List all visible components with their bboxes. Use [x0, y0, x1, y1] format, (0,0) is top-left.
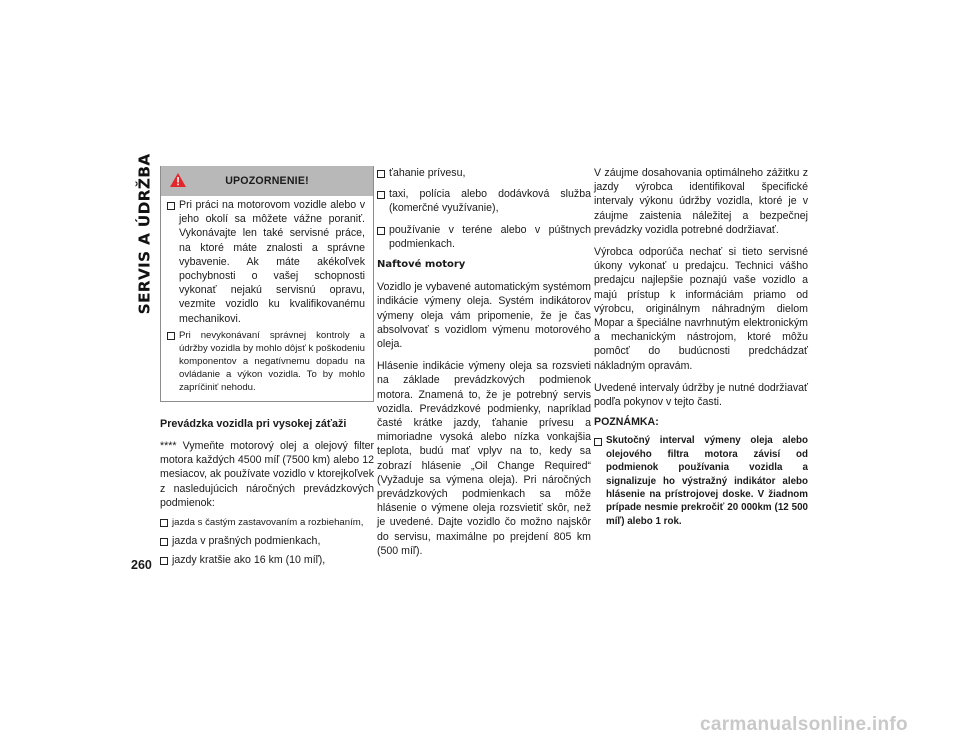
list-item-text: ťahanie prívesu, — [389, 167, 466, 179]
list-item — [377, 187, 591, 215]
column-3 — [594, 166, 808, 531]
checkbox-bullet-icon — [167, 332, 175, 340]
note-item — [594, 434, 808, 528]
paragraph: Uvedené intervaly údržby je nutné dodržiavať podľa pokynov v tejto časti. — [594, 381, 808, 409]
list-item — [160, 553, 374, 567]
checkbox-bullet-icon — [160, 519, 168, 527]
page-number: 260 — [131, 558, 152, 572]
list-item-text: jazdy kratšie ako 16 km (10 míľ), — [172, 554, 326, 567]
list-item-text: jazda s častým zastavovaním a rozbiehaním, — [172, 517, 364, 529]
checkbox-bullet-icon — [377, 227, 385, 235]
paragraph: V záujme dosahovania optimálneho zážitku z jazdy výrobca identifikoval špecifické intervaly výkonu údržby vozidla, ktoré je v záujme zaistenia náležitej a bezpečnej prevádzky vozidla potrebné dodržiavať. — [594, 167, 808, 236]
paragraph: **** Vymeňte motorový olej a olejový filter motora každých 4500 míľ (7500 km) alebo 12 mesiacov, ak používate vozidlo v ktorejkoľvek z nasledujúcich náročných prevádzkových podmienok: — [160, 440, 374, 509]
checkbox-bullet-icon — [377, 170, 385, 178]
checkbox-bullet-icon — [594, 438, 602, 446]
warning-header — [161, 166, 373, 196]
checkbox-bullet-icon — [377, 191, 385, 199]
column-2 — [377, 166, 591, 564]
list-item-text: používanie v teréne alebo v púštnych podmienkach. — [389, 223, 591, 250]
list-item-text: jazda v prašných podmienkach, — [172, 535, 321, 548]
list-item — [160, 516, 374, 529]
warning-title: UPOZORNENIE! — [225, 174, 309, 187]
column-1 — [160, 166, 374, 570]
note-item-text: Skutočný interval výmeny oleja alebo olejového filtra motora závisí od podmienok používania vozidla a signalizuje ho výstražný indikátor alebo hlásenie na prístrojovej doske. V žiadnom prípade nesmie prekročiť 20 000km (12 500 míľ) alebo 1 rok. — [606, 435, 808, 527]
section-tab-label: SERVIS A ÚDRŽBA — [135, 153, 153, 315]
paragraph: Hlásenie indikácie výmeny oleja sa rozsvieti na základe prevádzkových podmienok motora. Znamená to, že je potrebný servis vozidla. Prevádzkové podmienky, napríklad časté krátke jazdy, ťahanie prívesu a mimoriadne vysoká alebo nízka vonkajšia teplota, budú mať vplyv na to, kedy sa zobrazí hlásenie „Oil Change Required“ (Vyžaduje sa výmena oleja). Pri náročných prevádzkových podmienkach sa môže hlásenie o výmene oleja rozsvietiť skôr, než je uvedené. Dajte vozidlo čo možno najskôr do servisu, maximálne po prejdení 805 km (500 míľ). — [377, 360, 591, 557]
list-item — [377, 223, 591, 251]
paragraph: Vozidlo je vybavené automatickým systémom indikácie výmeny oleja. Systém indikátorov výmeny oleja vám pripomenie, že je čas absolvovať s vozidlom výmenu motorového oleja. — [377, 281, 591, 351]
list-item-text: taxi, polícia alebo dodávková služba (komerčné využívanie), — [389, 188, 591, 215]
warning-item — [167, 329, 365, 394]
warning-item — [167, 198, 365, 326]
section-heading: Prevádzka vozidla pri vysokej záťaži — [160, 417, 347, 430]
subheading: Naftové motory — [377, 259, 466, 271]
checkbox-bullet-icon — [160, 557, 168, 565]
warning-item-text: Pri nevykonávaní správnej kontroly a údržby vozidla by mohlo dôjsť k poškodeniu komponentov a negatívnemu dopadu na ovládanie a výkon vozidla. To by mohlo zapríčiniť nehodu. — [179, 329, 365, 393]
list-item — [160, 534, 374, 548]
warning-triangle-icon — [169, 172, 187, 188]
note-label: POZNÁMKA: — [594, 416, 659, 429]
section-tab — [133, 153, 155, 315]
checkbox-bullet-icon — [167, 202, 175, 210]
watermark: carmanualsonline.info — [700, 714, 908, 735]
checkbox-bullet-icon — [160, 538, 168, 546]
list-item — [377, 166, 591, 180]
warning-body — [161, 196, 373, 401]
warning-box — [160, 166, 374, 402]
paragraph: Výrobca odporúča nechať si tieto servisné úkony vykonať u predajcu. Technici vášho predajcu najlepšie poznajú vaše vozidlo a majú prístup k informáciám priamo od výrobcu, originálnym náhradným dielom Mopar a špeciálne navrhnutým elektronickým a mechanickým nástrojom, ktoré môžu pomôcť do budúcnosti predchádzať nákladným opravám. — [594, 246, 808, 372]
warning-item-text: Pri práci na motorovom vozidle alebo v jeho okolí sa môžete vážne poraniť. Vykonávajte len také servisné práce, na ktoré máte znalosti a správne vybavenie. Ak máte akékoľvek pochybnosti o vašej schopnosti vykonať nejakú servisnú opravu, vezmite vozidlo ku kvalifikovanému mechanikovi. — [179, 199, 365, 325]
